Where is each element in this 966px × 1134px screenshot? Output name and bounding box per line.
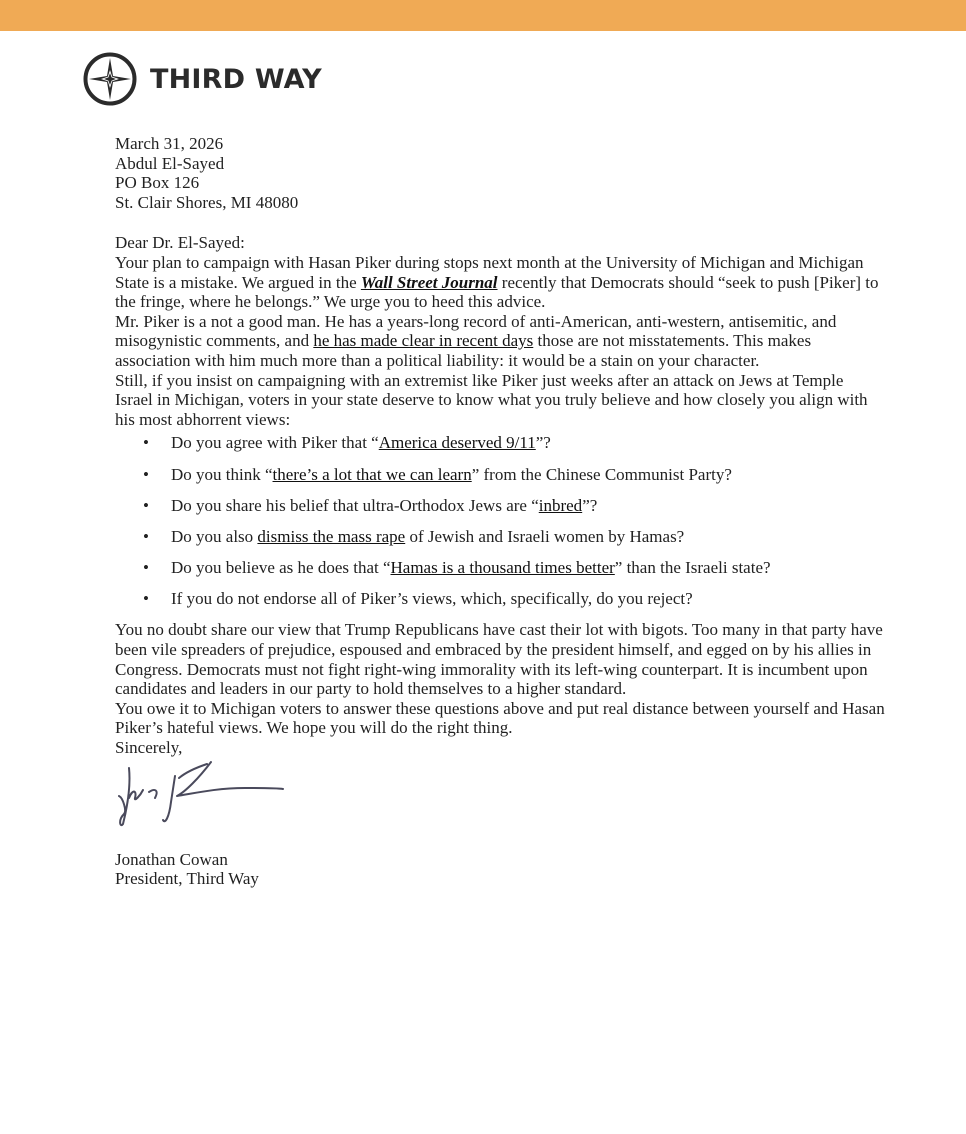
paragraph-2 bbox=[115, 312, 885, 371]
signer-name: Jonathan Cowan bbox=[115, 849, 228, 869]
question-link[interactable]: Hamas is a thousand times better bbox=[390, 558, 615, 578]
paragraph-2-text-b: those are not misstatements. This makes association with him much more than a political liability: it would be a stain on your character. bbox=[115, 331, 812, 370]
wsj-link[interactable]: Wall Street Journal bbox=[360, 272, 498, 292]
question-text: ” from the Chinese Communist Party? bbox=[471, 464, 732, 484]
list-item bbox=[115, 589, 885, 620]
question-text: Do you think “ bbox=[171, 464, 273, 484]
question-text: Do you believe as he does that “ bbox=[171, 558, 391, 578]
question-text: of Jewish and Israeli women by Hamas? bbox=[405, 526, 685, 546]
question-text: ” than the Israeli state? bbox=[614, 558, 771, 578]
organization-name: THIRD WAY bbox=[150, 63, 322, 95]
question-link[interactable]: dismiss the mass rape bbox=[257, 526, 406, 546]
question-text: Do you also bbox=[171, 526, 258, 546]
recipient-name: Abdul El-Sayed bbox=[115, 153, 225, 173]
list-item bbox=[115, 433, 885, 464]
recent-days-link[interactable]: he has made clear in recent days bbox=[313, 331, 534, 351]
recipient-po-box: PO Box 126 bbox=[115, 173, 200, 193]
list-item bbox=[115, 527, 885, 558]
question-text: Do you share his belief that ultra-Orthodox Jews are “ bbox=[171, 495, 539, 515]
paragraph-1 bbox=[115, 253, 885, 312]
paragraph-1-text-a: Your plan to campaign with Hasan Piker during stops next month at the University of Michigan and Michigan State is a mistake. We argued in the bbox=[115, 252, 864, 292]
list-item bbox=[115, 496, 885, 527]
list-item bbox=[115, 558, 885, 589]
handwritten-signature bbox=[115, 758, 295, 830]
letter-date: March 31, 2026 bbox=[115, 134, 224, 153]
signer-title: President, Third Way bbox=[115, 869, 259, 889]
question-text: ”? bbox=[535, 433, 551, 453]
list-item bbox=[115, 465, 885, 496]
salutation: Dear Dr. El-Sayed: bbox=[115, 233, 245, 253]
header-accent-bar bbox=[0, 0, 966, 31]
bullet: • bbox=[143, 433, 149, 453]
paragraph-2-text-a: Mr. Piker is a not a good man. He has a years-long record of anti-American, anti-western, antisemitic, and misogynistic comments, and bbox=[115, 311, 837, 351]
signer-block bbox=[115, 850, 885, 889]
paragraph-4: You no doubt share our view that Trump Republicans have cast their lot with bigots. Too many in that party have been vile spreaders of prejudice, espoused and embraced by the president himself, and egged on by his allies in Congress. Democrats must not fight right-wing immorality with its left-wing counterpart. It is incumbent upon candidates and leaders in our party to hold themselves to a higher standard. bbox=[115, 620, 883, 699]
third-way-logo bbox=[82, 50, 322, 108]
paragraph-1-text-b: recently that Democrats should “seek to push [Piker] to the fringe, where he belongs.” We urge you to heed this advice. bbox=[115, 272, 879, 312]
letter-body bbox=[115, 134, 885, 889]
recipient-address bbox=[115, 154, 885, 213]
paragraph-5: You owe it to Michigan voters to answer these questions above and put real distance between yourself and Hasan Piker’s hateful views. We hope you will do the right thing. bbox=[115, 698, 885, 738]
question-link[interactable]: there’s a lot that we can learn bbox=[272, 464, 472, 484]
bullet: • bbox=[143, 589, 149, 609]
question-text: If you do not endorse all of Piker’s views, which, specifically, do you reject? bbox=[171, 589, 693, 609]
paragraph-3: Still, if you insist on campaigning with an extremist like Piker just weeks after an attack on Jews at Temple Israel in Michigan, voters in your state deserve to know what you truly believe and how closely you align with his most abhorrent views: bbox=[115, 370, 868, 429]
question-list bbox=[115, 433, 885, 620]
question-link[interactable]: inbred bbox=[538, 495, 583, 515]
bullet: • bbox=[143, 495, 149, 515]
question-text: Do you agree with Piker that “ bbox=[171, 433, 379, 453]
bullet: • bbox=[143, 558, 149, 578]
bullet: • bbox=[143, 526, 149, 546]
question-text: ”? bbox=[582, 495, 598, 515]
closing: Sincerely, bbox=[115, 738, 183, 757]
compass-star-icon bbox=[82, 51, 138, 107]
bullet: • bbox=[143, 464, 149, 484]
recipient-city: St. Clair Shores, MI 48080 bbox=[115, 192, 299, 212]
question-link[interactable]: America deserved 9/11 bbox=[378, 433, 536, 453]
